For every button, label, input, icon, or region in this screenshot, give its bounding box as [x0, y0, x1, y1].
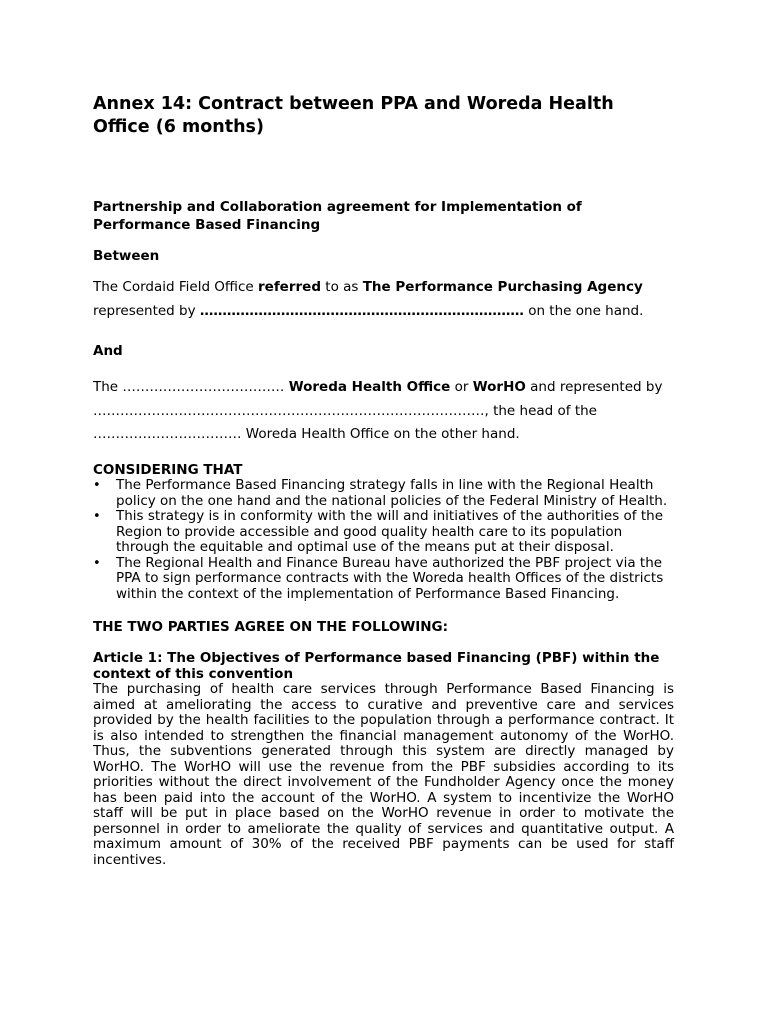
party1-agency-name: The Performance Purchasing Agency [362, 279, 643, 295]
bullet-icon: • [93, 509, 101, 524]
party2-office-name: Woreda Health Office [288, 379, 451, 395]
party1-representative-blank: ……………………………………………………………… [199, 302, 524, 319]
consideration-text: The Regional Health and Finance Bureau have authorized the PBF project via the PPA to sign performance contracts with the Woreda health Offices of the districts within the context of the implementation of Performance Based Financing. [116, 554, 664, 602]
party1-text-7: on the one hand. [523, 302, 644, 319]
document-page [93, 93, 674, 868]
party1-referred: referred [258, 279, 321, 295]
party1-text-3: to as [320, 279, 363, 295]
agreement-heading: THE TWO PARTIES AGREE ON THE FOLLOWING: [93, 619, 449, 635]
list-item [93, 556, 674, 603]
document-title: Annex 14: Contract between PPA and Woreda Health Office (6 months) [93, 94, 614, 137]
and-label: And [93, 343, 123, 359]
party2-text-1: The ……………………………… [93, 379, 289, 395]
considerations-list [93, 478, 674, 602]
agreement-subtitle: Partnership and Collaboration agreement for Implementation of Performance Based Financing [93, 199, 582, 233]
considering-label: CONSIDERING THAT [93, 461, 243, 478]
bullet-icon: • [93, 555, 101, 571]
party2-worho: WorHO [472, 379, 526, 395]
party1-text-5: represented by [93, 302, 200, 319]
between-label: Between [93, 248, 160, 264]
party1-text-1: The Cordaid Field Office [93, 279, 258, 295]
party2-text-5: and represented by ……………………………………………………………………………, the head of the …………………………… Woreda Health Office on the other hand. [93, 379, 663, 442]
list-item [93, 478, 674, 509]
party2-text-3: or [450, 379, 473, 395]
article1-title: Article 1: The Objectives of Performance based Financing (PBF) within the context of this convention [93, 650, 660, 682]
list-item [93, 509, 674, 556]
consideration-text: The Performance Based Financing strategy falls in line with the Regional Health policy on the one hand and the national policies of the Federal Ministry of Health. [116, 477, 668, 509]
party2-paragraph [93, 376, 674, 447]
bullet-icon: • [93, 478, 101, 493]
party1-paragraph [93, 276, 674, 323]
article1-body: The purchasing of health care services through Performance Based Financing is aimed at ameliorating the access to curative and preventive care and services provided by the health facilities to the population through a performance contract. It is also intended to strengthen the financial management autonomy of the WorHO. Thus, the subventions generated through this system are directly managed by WorHO. The WorHO will use the revenue from the PBF subsidies according to its priorities without the direct involvement of the Fundholder Agency once the money has been paid into the account of the WorHO. A system to incentivize the WorHO staff will be put in place based on the WorHO revenue in order to motivate the personnel in order to ameliorate the quality of services and quantitative output. A maximum amount of 30% of the received PBF payments can be used for staff incentives. [93, 681, 674, 868]
consideration-text: This strategy is in conformity with the will and initiatives of the authorities of the Region to provide accessible and good quality health care to its population through the equitable and optimal use of the means put at their disposal. [116, 508, 664, 555]
